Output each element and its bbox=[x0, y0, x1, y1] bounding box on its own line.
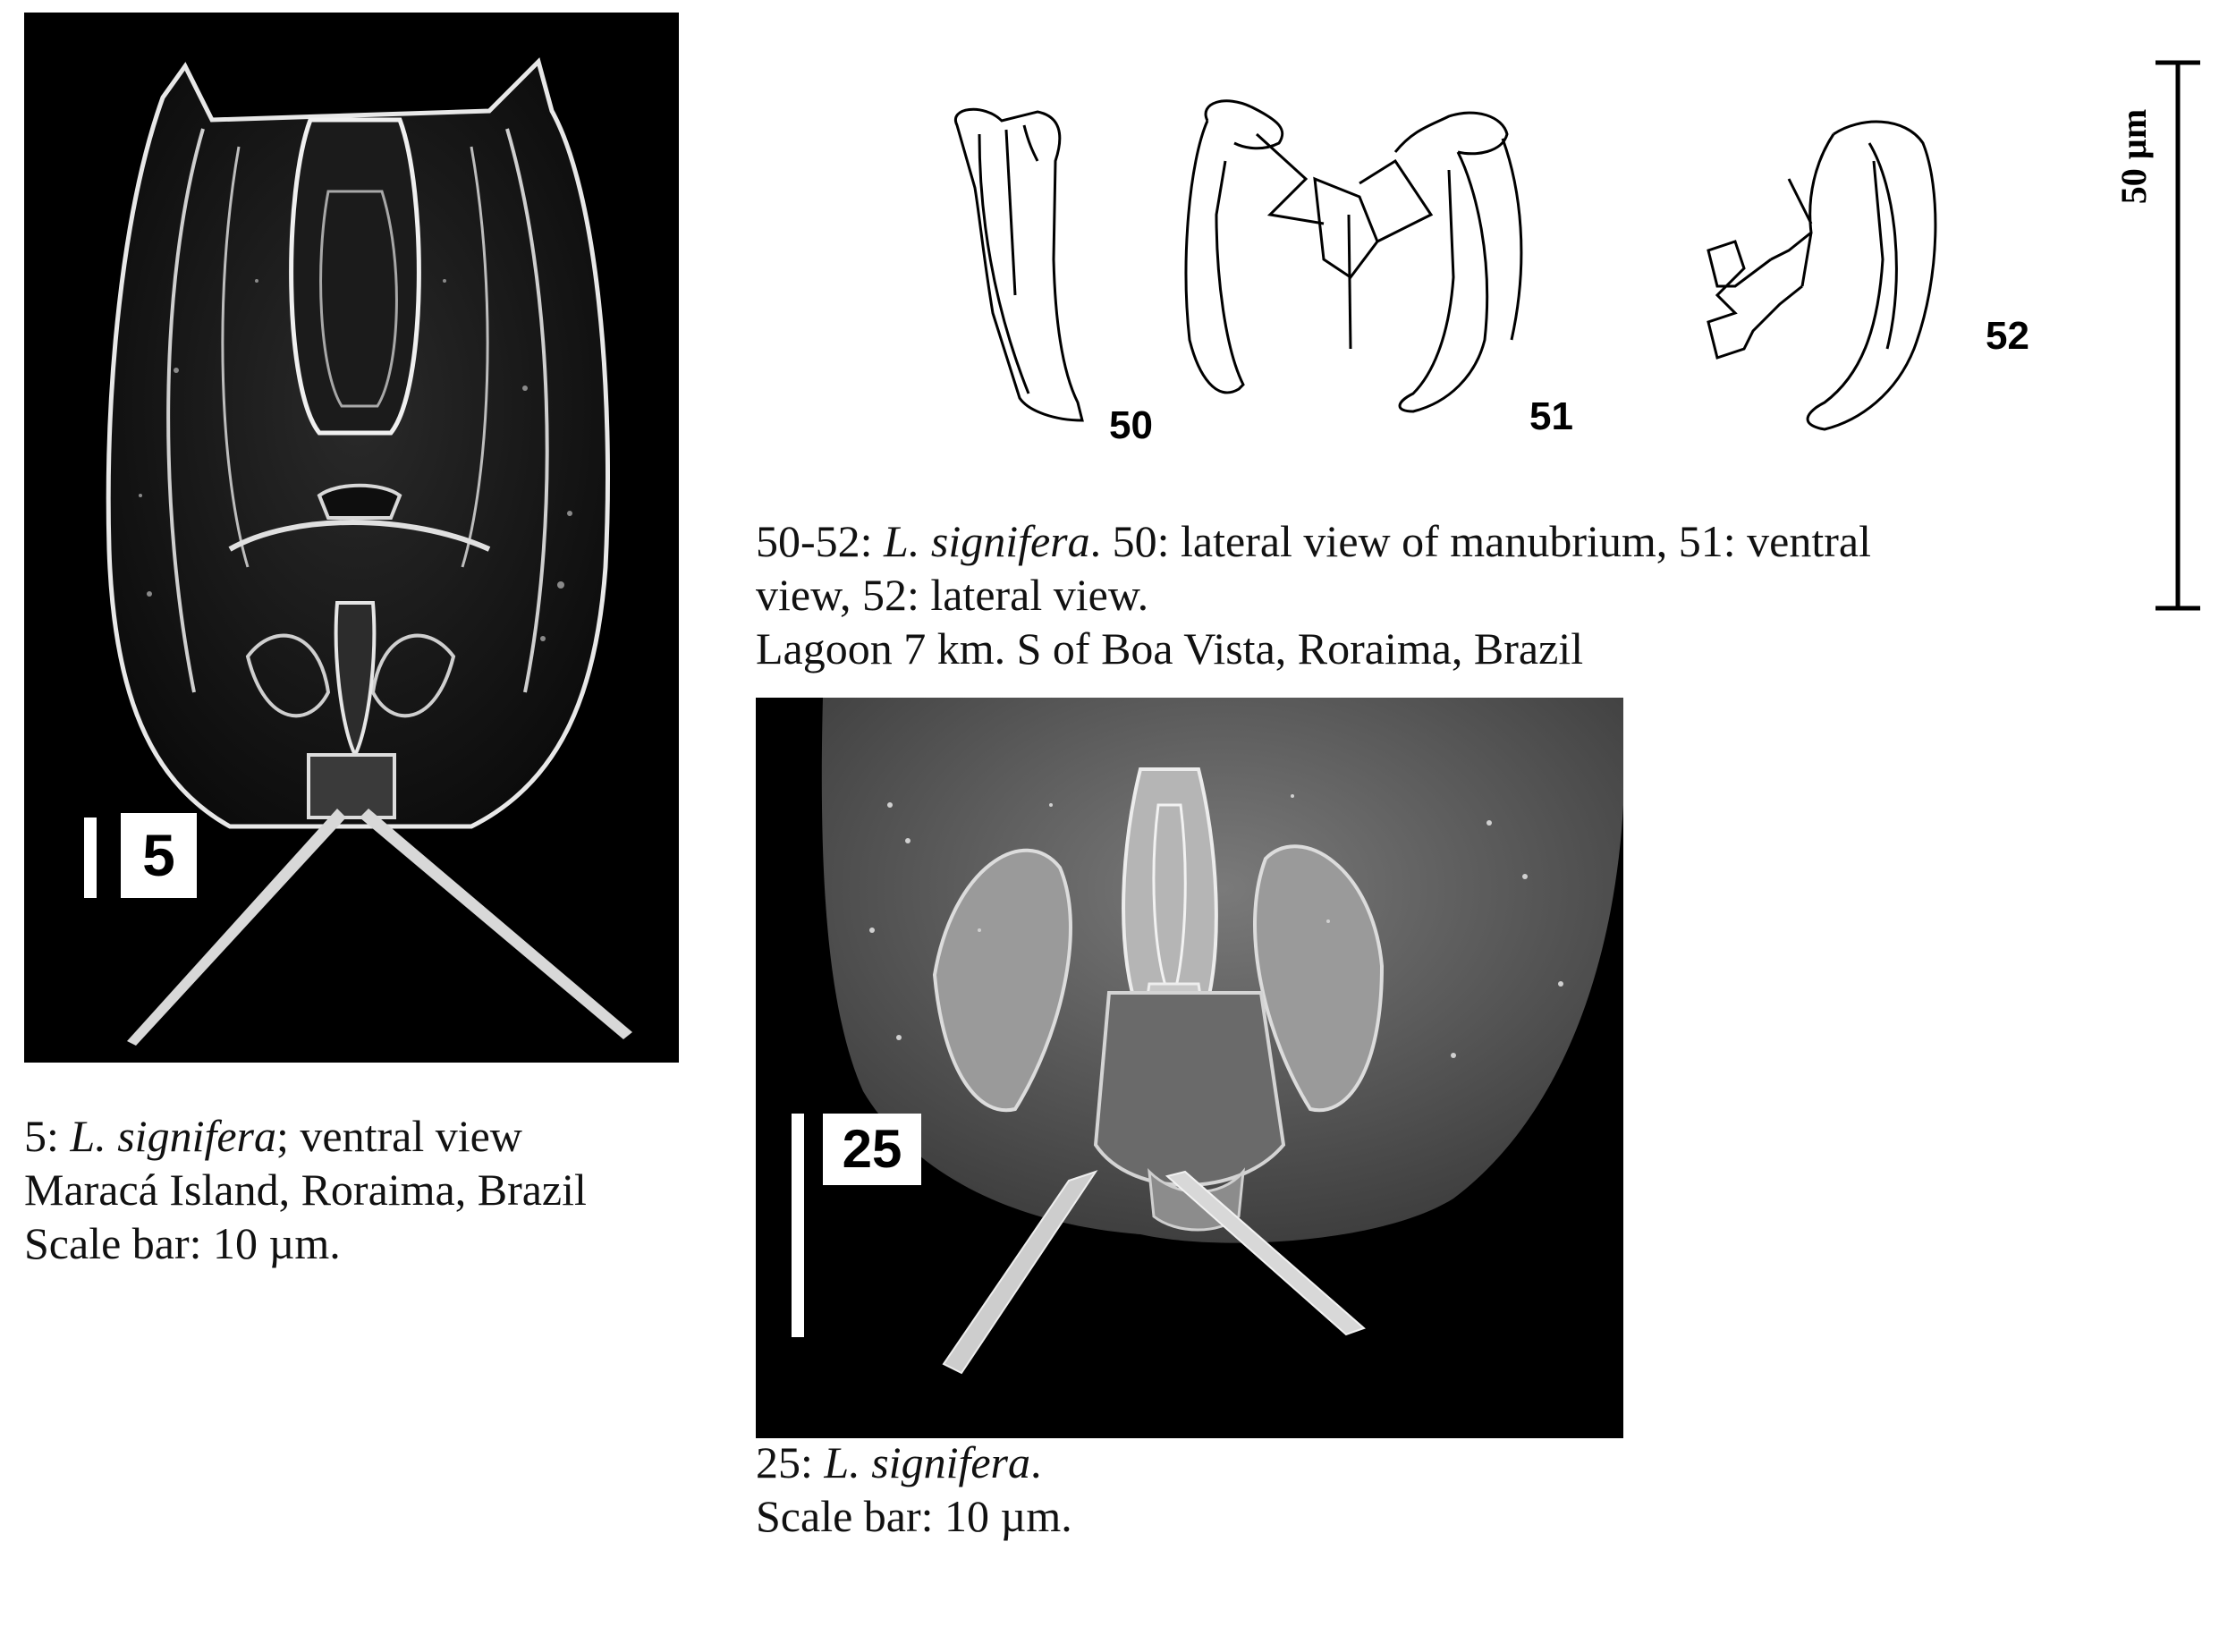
caption-fig-num: 25: bbox=[756, 1437, 813, 1487]
scale-bar-label: 50 µm bbox=[2113, 108, 2154, 205]
caption-text: ; ventral view bbox=[276, 1111, 522, 1161]
caption-text: . 50: lateral view of manubrium, 51: ventral bbox=[1089, 516, 1872, 566]
scale-bar-5 bbox=[84, 818, 97, 898]
figure-50-label: 50 bbox=[1109, 403, 1153, 447]
figure-5-label: 5 bbox=[121, 813, 197, 898]
caption-fig-num: 5: bbox=[24, 1111, 59, 1161]
rotifer-posterior-image bbox=[756, 698, 1623, 1438]
figure-25-label: 25 bbox=[823, 1114, 921, 1185]
caption-text-cont: view, 52: lateral view. bbox=[756, 570, 1149, 620]
species-name: L. signifera bbox=[70, 1111, 276, 1161]
caption-scale: Scale bar: 10 µm. bbox=[24, 1218, 341, 1268]
caption-text: . bbox=[1030, 1437, 1042, 1487]
caption-fig-num: 50-52: bbox=[756, 516, 873, 566]
figure-51-label: 51 bbox=[1529, 394, 1573, 438]
manubrium-drawings bbox=[930, 80, 2030, 456]
drawing-50 bbox=[955, 109, 1082, 420]
figure-25-micrograph bbox=[756, 698, 1623, 1438]
figure-5-micrograph bbox=[24, 13, 679, 1063]
caption-locality: Lagoon 7 km. S of Boa Vista, Roraima, Brazil bbox=[756, 623, 1584, 674]
figure-25-caption bbox=[756, 1436, 1072, 1543]
species-name: L. signifera bbox=[824, 1437, 1030, 1487]
rotifer-ventral-image bbox=[24, 13, 679, 1063]
caption-locality: Maracá Island, Roraima, Brazil bbox=[24, 1165, 587, 1215]
figures-50-52-caption bbox=[756, 514, 1871, 675]
scale-bar-25 bbox=[792, 1114, 804, 1337]
drawing-52 bbox=[1708, 122, 1935, 429]
figure-52-label: 52 bbox=[1986, 314, 2029, 358]
figure-5-caption bbox=[24, 1109, 587, 1270]
species-name: L. signifera bbox=[884, 516, 1090, 566]
caption-scale: Scale bar: 10 µm. bbox=[756, 1491, 1072, 1541]
drawing-51 bbox=[1186, 101, 1521, 411]
